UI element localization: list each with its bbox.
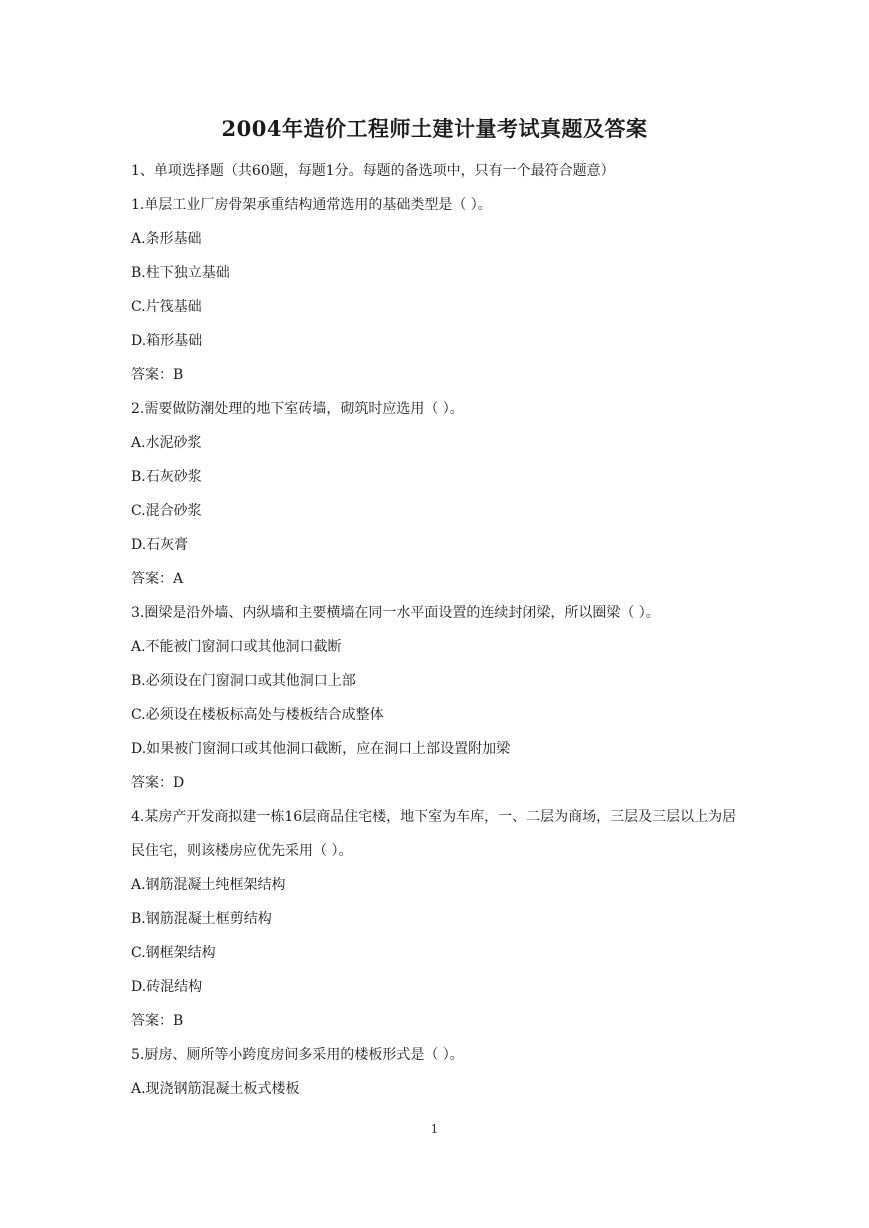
question-4-option-c: C.钢框架结构: [131, 945, 216, 961]
question-1-option-b: B.柱下独立基础: [131, 265, 230, 281]
question-2-option-c: C.混合砂浆: [131, 503, 202, 519]
question-3-option-d: D.如果被门窗洞口或其他洞口截断，应在洞口上部设置附加梁: [131, 741, 511, 757]
question-5-option-a: A.现浇钢筋混凝土板式楼板: [131, 1081, 300, 1097]
question-4-option-d: D.砖混结构: [131, 979, 203, 995]
question-1-option-c: C.片筏基础: [131, 299, 202, 315]
question-3-answer: 答案：D: [131, 775, 185, 791]
question-1: 1.单层工业厂房骨架承重结构通常选用的基础类型是（ ）。: [131, 197, 492, 213]
question-3-option-a: A.不能被门窗洞口或其他洞口截断: [131, 639, 342, 655]
section-heading: 1、单项选择题（共60题，每题1分。每题的备选项中，只有一个最符合题意）: [131, 163, 615, 179]
question-1-option-d: D.箱形基础: [131, 333, 203, 349]
question-3: 3.圈梁是沿外墙、内纵墙和主要横墙在同一水平面设置的连续封闭梁，所以圈梁（ ）。: [131, 605, 660, 621]
question-4: 4.某房产开发商拟建一栋16层商品住宅楼，地下室为车库，一、二层为商场，三层及三层以上为居民住宅，则该楼房应优先采用（ ）。: [131, 809, 737, 859]
question-1-option-a: A.条形基础: [131, 231, 202, 247]
question-2-answer: 答案：A: [131, 571, 184, 587]
page-number: 1: [430, 1122, 439, 1136]
question-2-option-a: A.水泥砂浆: [131, 435, 202, 451]
question-2-option-d: D.石灰膏: [131, 537, 189, 553]
question-2: 2.需要做防潮处理的地下室砖墙，砌筑时应选用（ ）。: [131, 401, 464, 417]
question-4-option-b: B.钢筋混凝土框剪结构: [131, 911, 272, 927]
question-1-answer: 答案：B: [131, 367, 184, 383]
question-4-option-a: A.钢筋混凝土纯框架结构: [131, 877, 286, 893]
question-3-option-c: C.必须设在楼板标高处与楼板结合成整体: [131, 707, 384, 723]
question-3-option-b: B.必须设在门窗洞口或其他洞口上部: [131, 673, 356, 689]
question-5: 5.厨房、厕所等小跨度房间多采用的楼板形式是（ ）。: [131, 1047, 464, 1063]
document-body: [131, 154, 741, 1106]
question-2-option-b: B.石灰砂浆: [131, 469, 202, 485]
document-title: 2004年造价工程师土建计量考试真题及答案: [221, 116, 648, 141]
question-4-answer: 答案：B: [131, 1013, 184, 1029]
